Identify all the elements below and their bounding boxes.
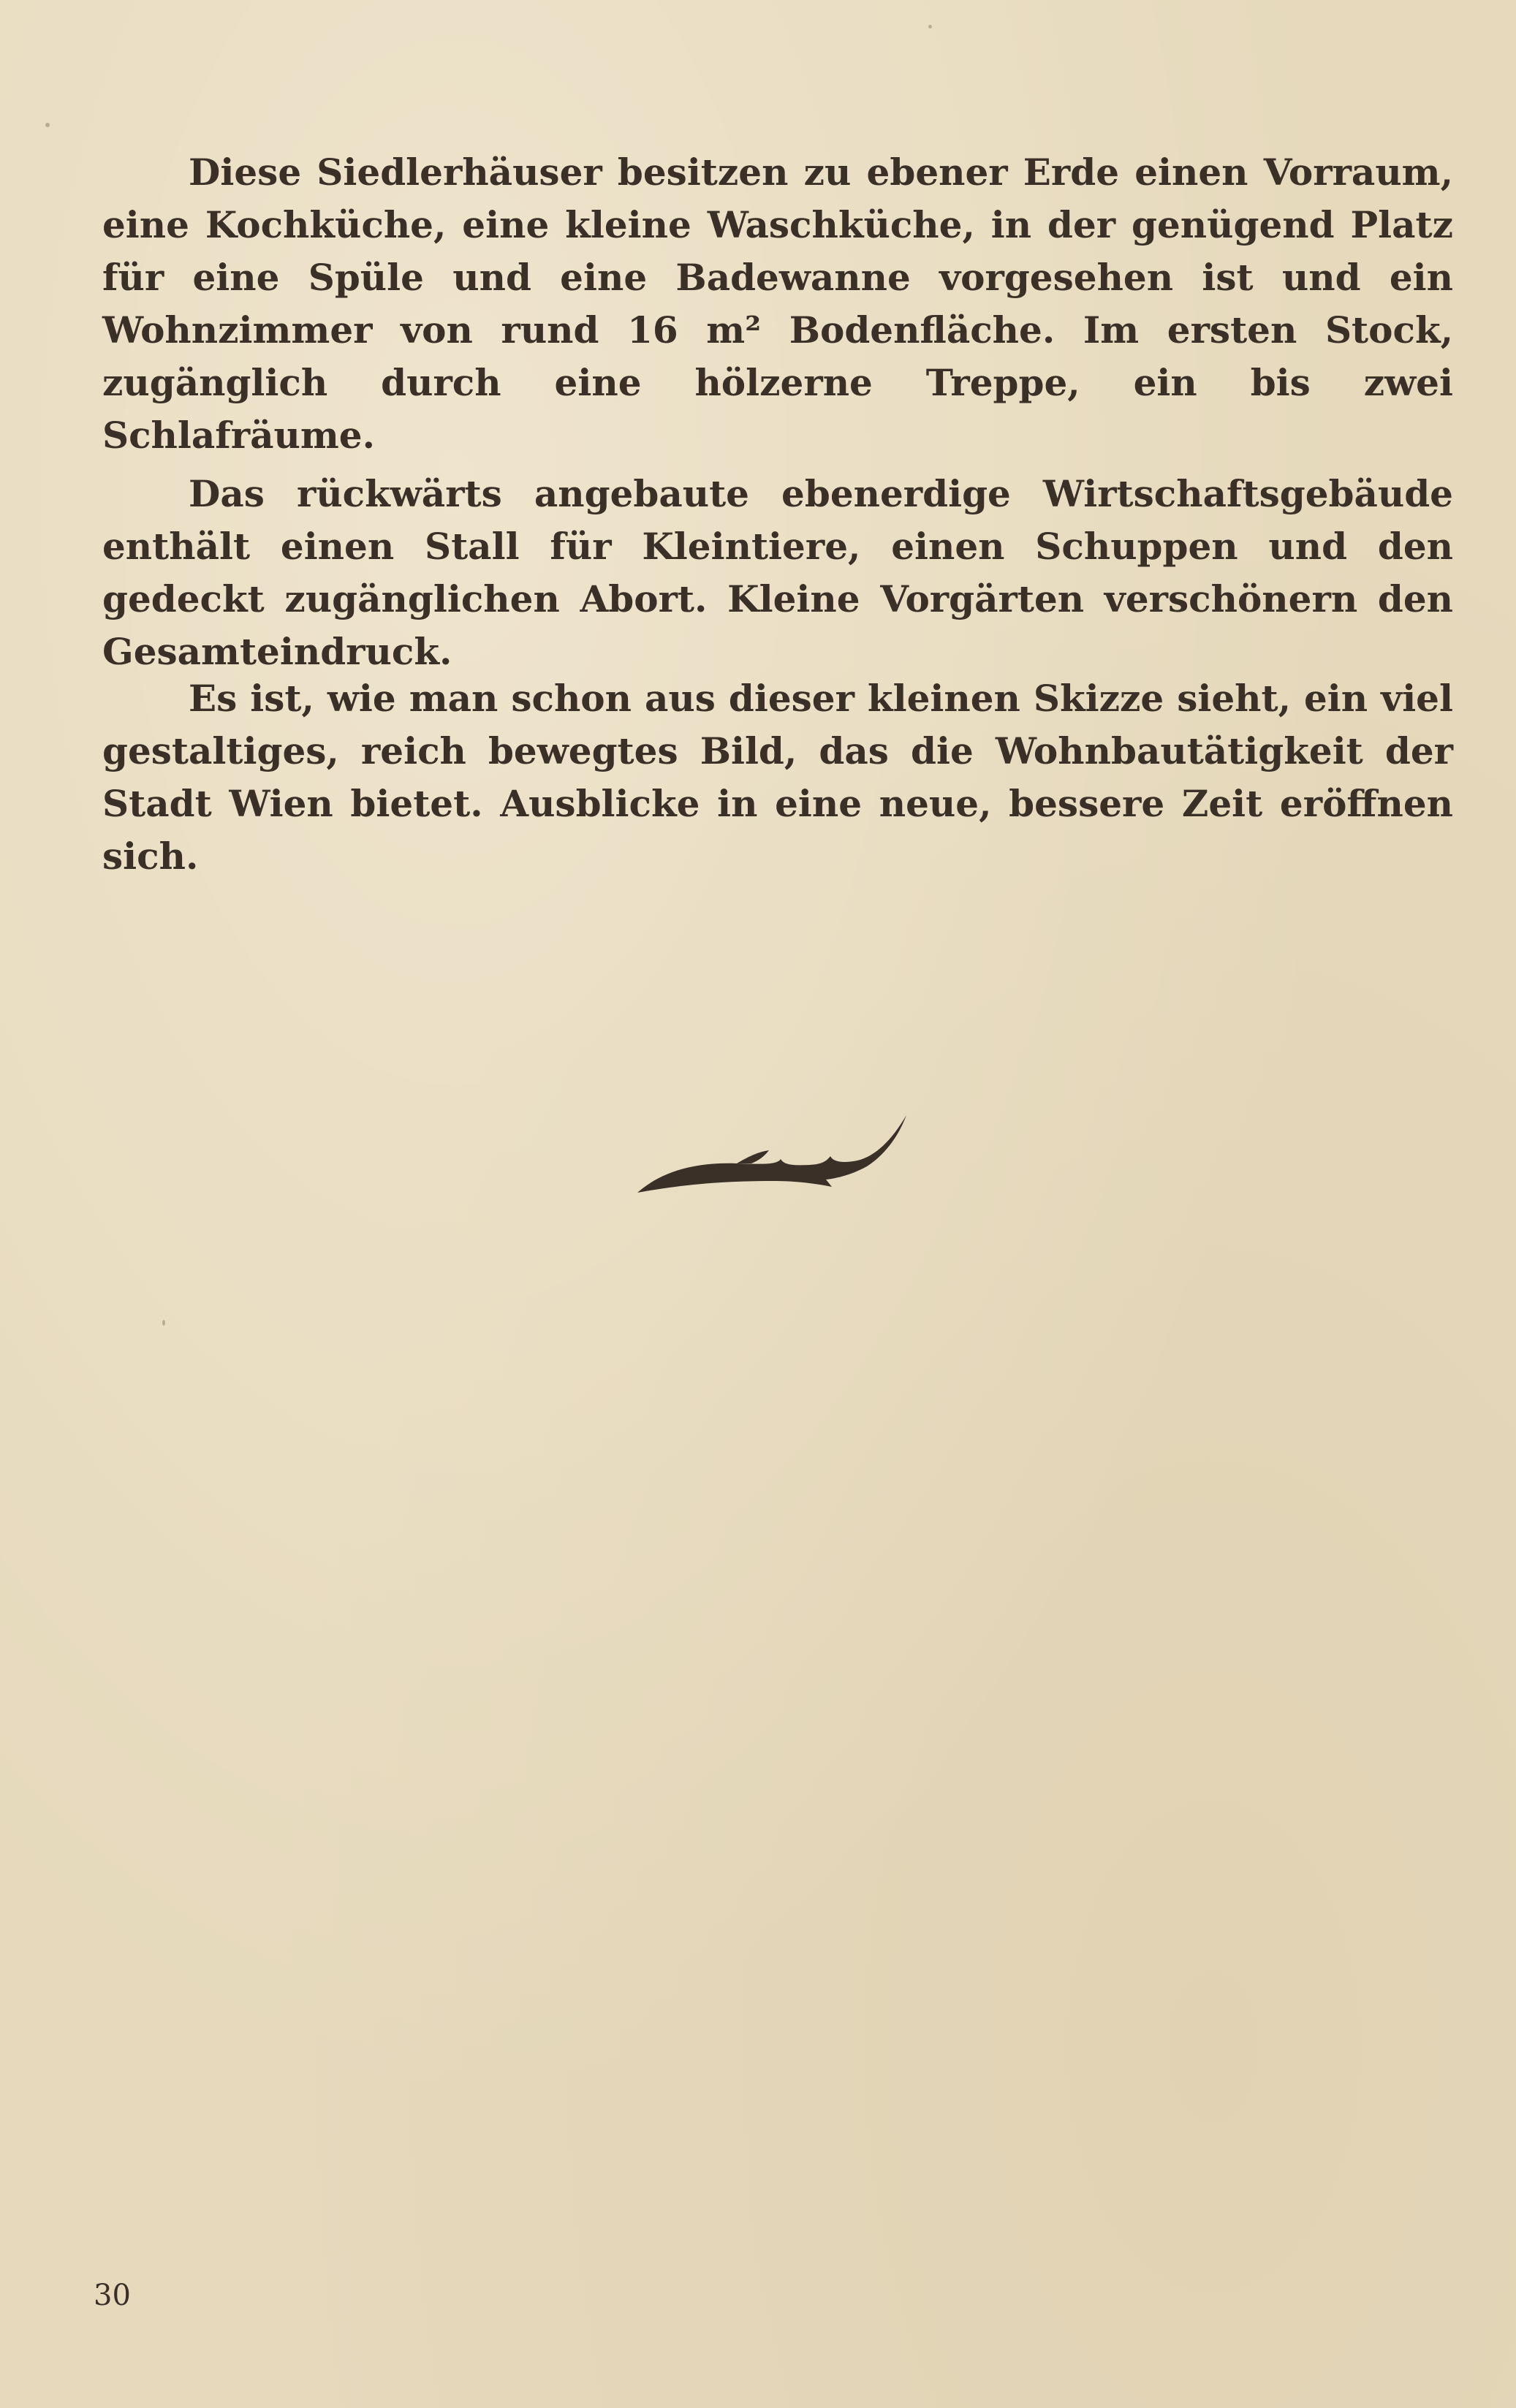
paragraph-text: Das rückwärts angebaute ebenerdige Wirtschaftsgebäude enthält einen Stall für Kleintiere, einen Schuppen und den gedeckt zugänglichen Abort. Kleine Vorgärten verschönern den Gesamteindruck. [102,472,1453,673]
paragraph-text: Diese Siedlerhäuser besitzen zu ebener Erde einen Vorraum, eine Kochküche, eine kleine Waschküche, in der genügend Platz für eine Spüle und eine Badewanne vorgesehen ist und ein Wohnzimmer von rund 16 m² Bodenfläche. Im ersten Stock, zugänglich durch eine hölzerne Treppe, ein bis zwei Schlafräume. [102,151,1453,457]
calligraphic-flourish-icon [634,1111,909,1199]
paragraph-siedlerhaeuser [102,146,1453,462]
paragraph-wirtschaftsgebaeude [102,468,1453,678]
page-number: 30 [94,2279,131,2312]
paragraph-ausblicke [102,672,1453,883]
paragraph-text: Es ist, wie man schon aus dieser kleinen Skizze sieht, ein viel gestaltiges, reich bewegtes Bild, das die Wohnbautätigkeit der Stadt Wien bietet. Ausblicke in eine neue, bessere Zeit eröffnen sich. [102,677,1453,878]
paper-speck [45,123,50,127]
paper-speck [162,1320,165,1326]
paper-speck [928,25,932,29]
